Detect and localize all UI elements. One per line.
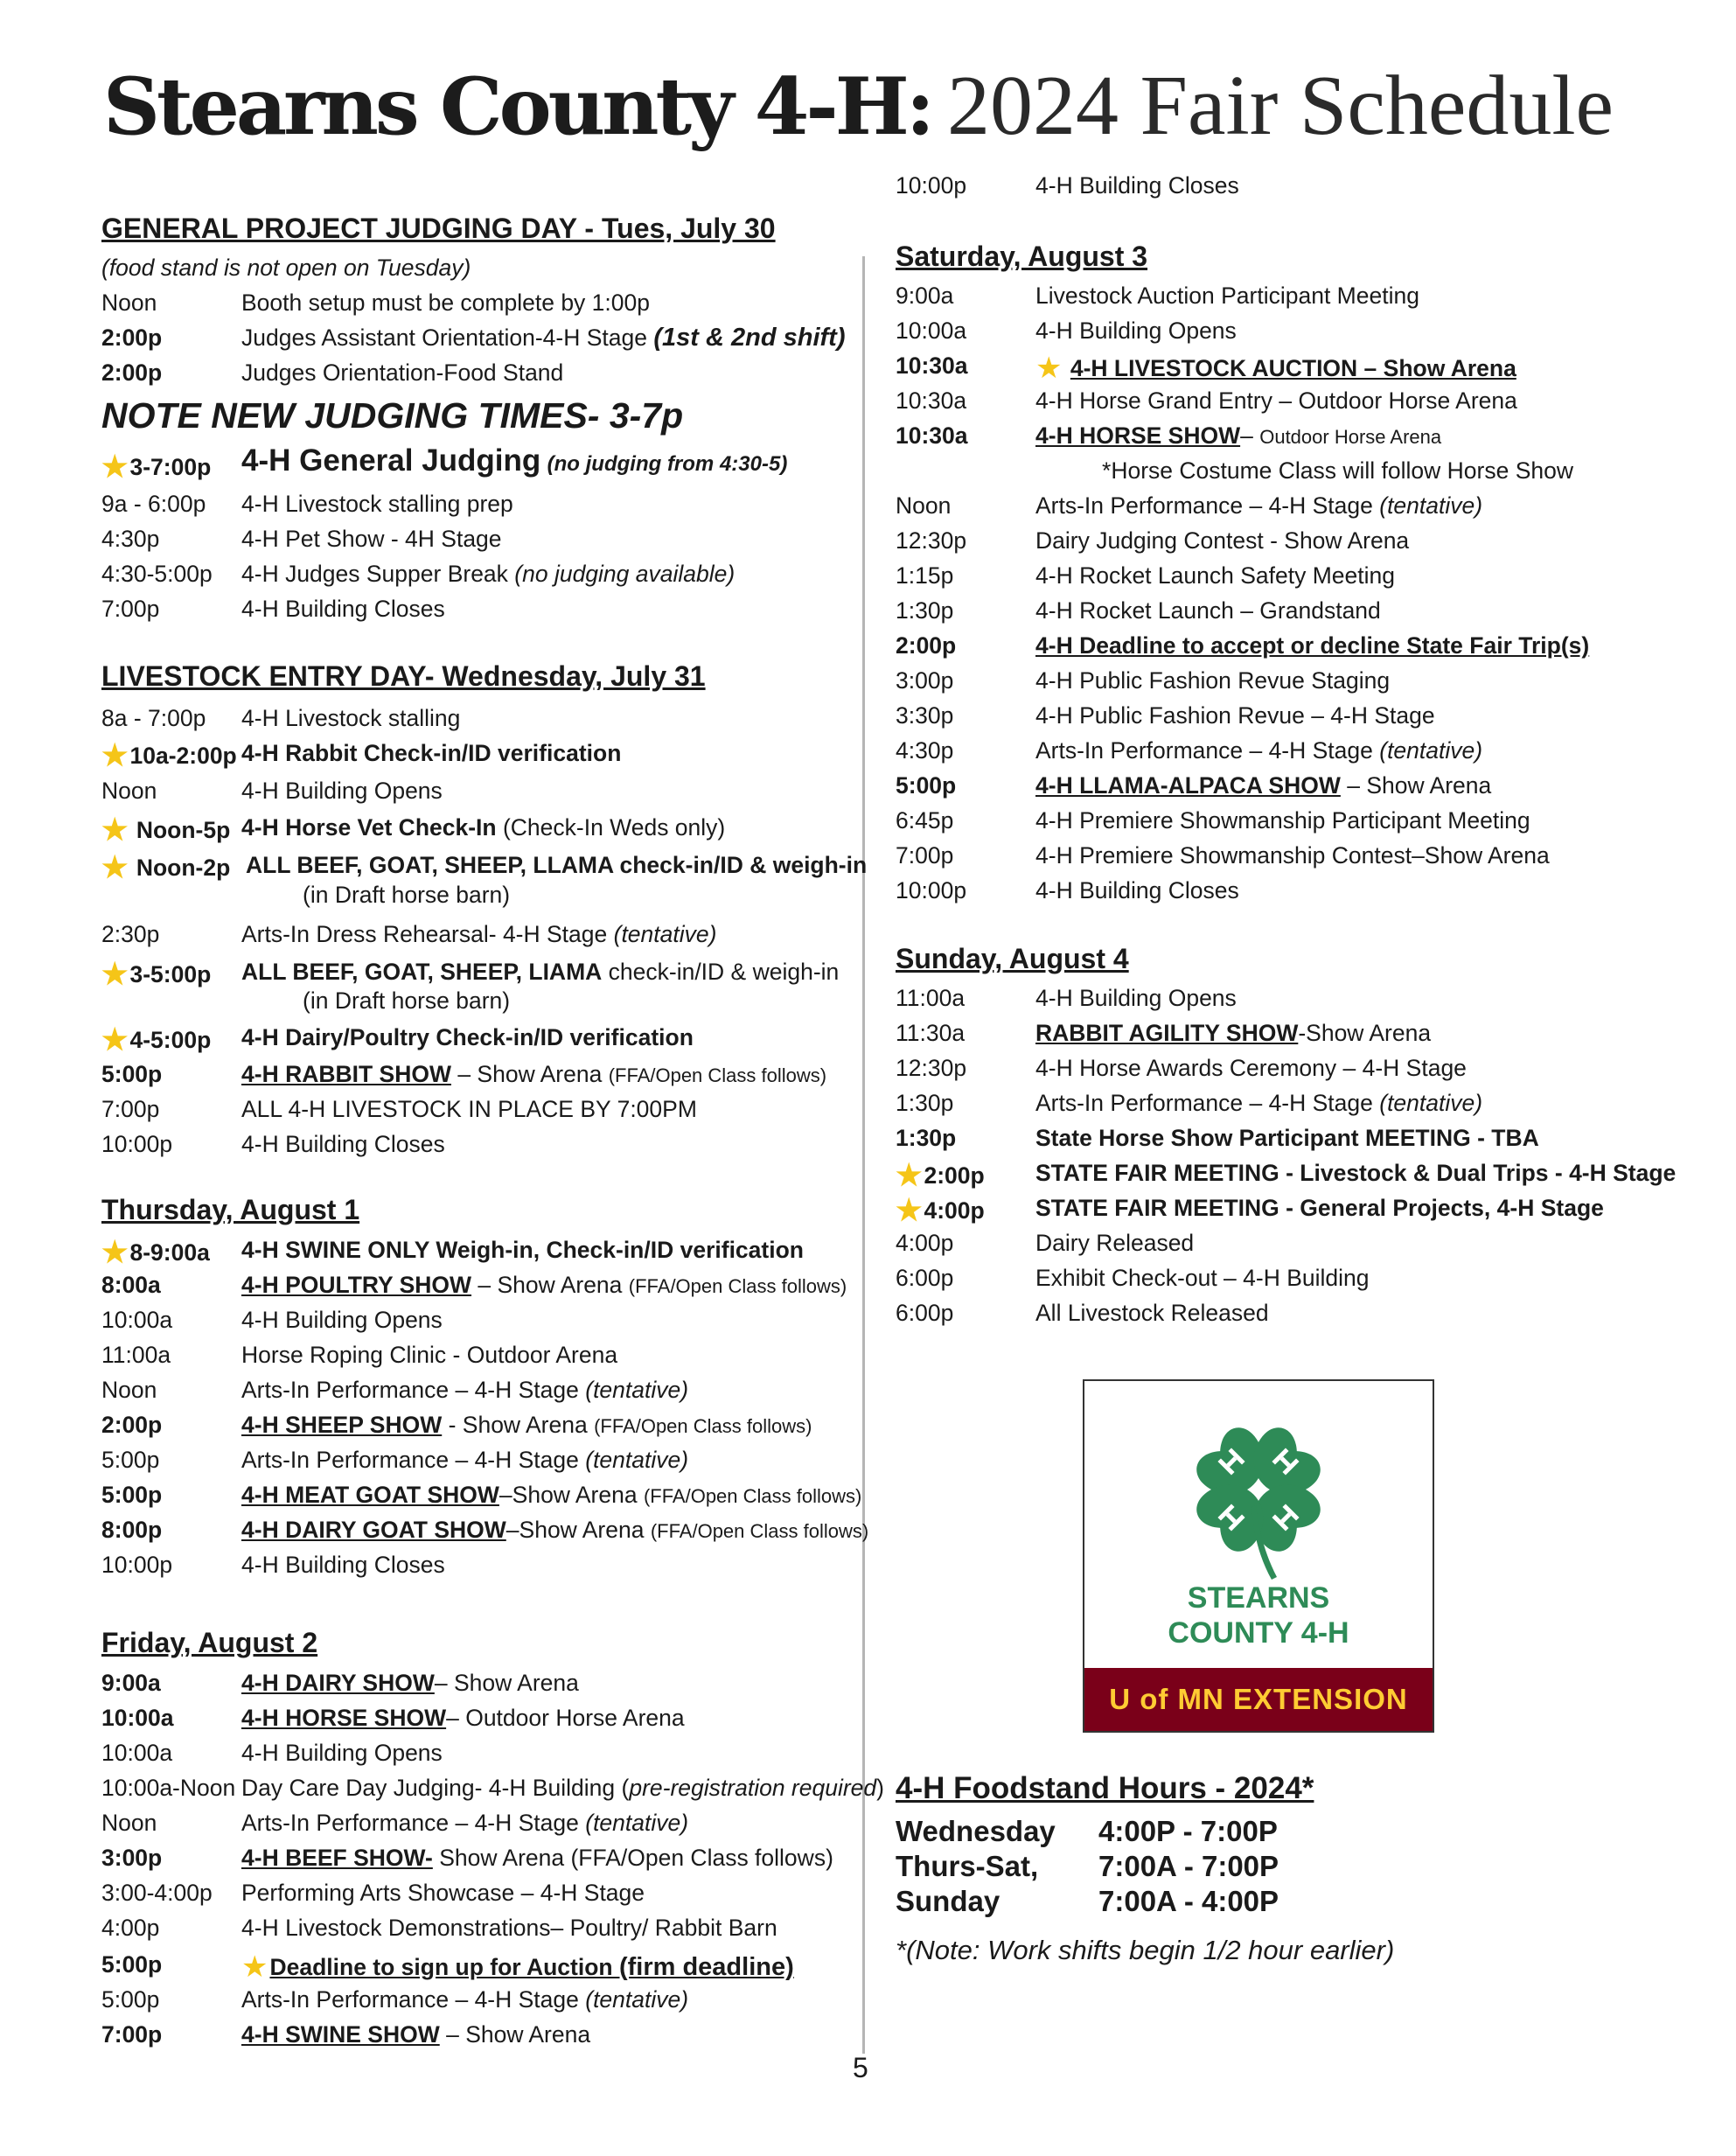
star-icon: ★ — [101, 851, 129, 884]
page-title — [103, 59, 1614, 153]
foodstand-row: Wednesday 4:00P - 7:00P — [896, 1815, 1278, 1847]
star-icon: ★ — [101, 813, 129, 847]
four-h-clover-icon — [1168, 1409, 1349, 1584]
page-number: 5 — [853, 2052, 868, 2083]
tuesday-subnote: (food stand is not open on Tuesday) — [101, 255, 471, 281]
title-county: Stearns County 4-H: — [103, 60, 931, 153]
thursday-heading: Thursday, August 1 — [101, 1194, 360, 1225]
star-icon: ★ — [1035, 352, 1063, 385]
friday-heading: Friday, August 2 — [101, 1627, 318, 1658]
logo-extension-banner: U of MN EXTENSION — [1084, 1668, 1433, 1731]
title-schedule: 2024 Fair Schedule — [946, 59, 1614, 153]
star-icon: ★ — [101, 1023, 129, 1057]
foodstand-note: *(Note: Work shifts begin 1/2 hour earlier) — [896, 1935, 1395, 1965]
foodstand-row: Sunday 7:00A - 4:00P — [896, 1885, 1279, 1917]
star-icon: ★ — [896, 1194, 923, 1227]
star-icon: ★ — [896, 1159, 923, 1192]
star-icon: ★ — [101, 958, 129, 991]
star-icon: ★ — [101, 450, 129, 484]
star-icon: ★ — [101, 1236, 129, 1269]
foodstand-row: Thurs-Sat, 7:00A - 7:00P — [896, 1850, 1279, 1882]
star-icon: ★ — [101, 739, 129, 772]
logo-stearns-text: STEARNS — [1187, 1581, 1330, 1615]
saturday-heading: Saturday, August 3 — [896, 241, 1148, 272]
logo-county-text: COUNTY 4-H — [1168, 1616, 1349, 1650]
tuesday-heading: GENERAL PROJECT JUDGING DAY - Tues, July 30 — [101, 213, 776, 244]
star-icon: ★ — [241, 1950, 268, 1984]
sunday-heading: Sunday, August 4 — [896, 943, 1129, 974]
foodstand-heading: 4-H Foodstand Hours - 2024* — [896, 1771, 1314, 1805]
wednesday-heading: LIVESTOCK ENTRY DAY- Wednesday, July 31 — [101, 660, 706, 692]
judging-times-note: NOTE NEW JUDGING TIMES- 3-7p — [101, 395, 684, 436]
stearns-4h-logo — [1083, 1379, 1434, 1733]
